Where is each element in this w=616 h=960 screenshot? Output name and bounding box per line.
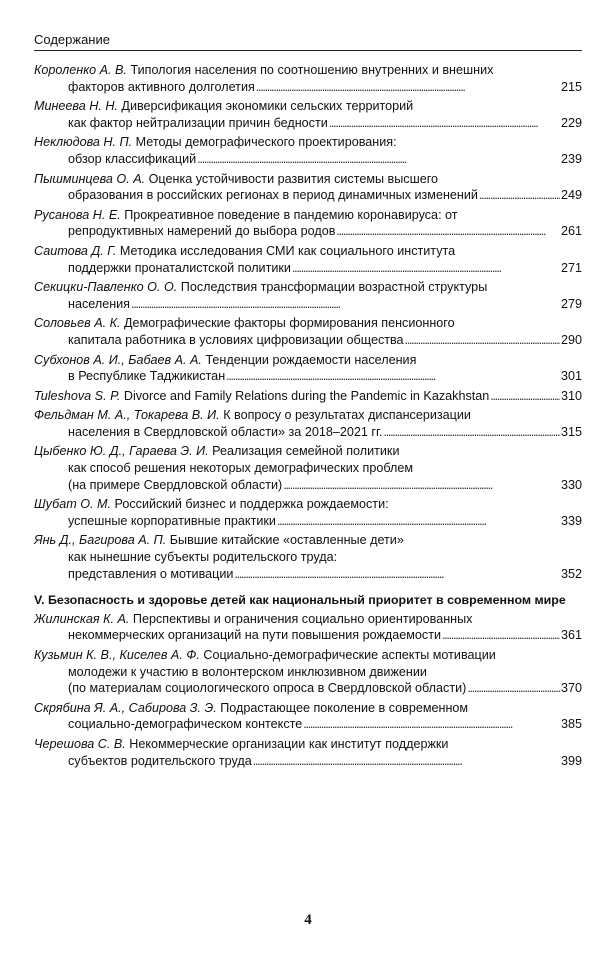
toc-title-line: факторов активного долголетия xyxy=(68,79,255,94)
leader-dots xyxy=(197,151,560,168)
toc-title-line: Методика исследования СМИ как социального института xyxy=(119,243,456,258)
header-divider xyxy=(34,50,582,51)
toc-entry[interactable] xyxy=(34,315,582,348)
toc-entry-last-line xyxy=(34,296,582,313)
toc-entry-last-line xyxy=(34,388,582,405)
toc-title-line: Перспективы и ограничения социально ориентированных xyxy=(132,611,473,626)
toc-page-number[interactable]: 239 xyxy=(560,151,582,166)
toc-entry-last-line xyxy=(34,260,582,277)
toc-title-line: (на примере Свердловской области) xyxy=(68,477,283,492)
toc-title-line: социально-демографическом контексте xyxy=(68,717,303,732)
toc-title-line: Тенденции рождаемости населения xyxy=(205,352,417,367)
toc-entry[interactable] xyxy=(34,611,582,644)
toc-entry-text xyxy=(68,566,233,583)
toc-entry-line xyxy=(34,532,582,549)
toc-page-number[interactable]: 370 xyxy=(560,681,582,696)
toc-page-number[interactable]: 361 xyxy=(560,628,582,643)
toc-title-line: образования в российских регионах в период динамичных изменений xyxy=(68,188,478,203)
toc-entry-last-line xyxy=(34,332,582,349)
toc-entry[interactable] xyxy=(34,647,582,697)
table-of-contents xyxy=(34,62,582,772)
toc-entry-line xyxy=(34,736,582,753)
toc-page-number[interactable]: 330 xyxy=(560,477,582,492)
leader-dots xyxy=(384,424,560,441)
toc-author: Скрябина Я. А., Сабирова З. Э. xyxy=(34,700,217,715)
toc-author: Tuleshova S. P. xyxy=(34,388,121,403)
toc-title-line: Методы демографического проектирования: xyxy=(135,135,397,150)
toc-entry-line xyxy=(34,315,582,332)
leader-dots xyxy=(442,627,560,644)
toc-author: Жилинская К. А. xyxy=(34,611,130,626)
toc-entry-line xyxy=(34,496,582,513)
toc-page-number[interactable]: 261 xyxy=(560,224,582,239)
toc-entry-last-line xyxy=(34,716,582,733)
toc-entry[interactable] xyxy=(34,171,582,204)
leader-dots xyxy=(405,332,560,349)
toc-entries-part1 xyxy=(34,62,582,582)
toc-entry-last-line xyxy=(34,680,582,697)
toc-entry[interactable] xyxy=(34,279,582,312)
toc-entry[interactable] xyxy=(34,700,582,733)
toc-entry-line xyxy=(34,700,582,717)
toc-author: Секицки-Павленко О. О. xyxy=(34,280,178,295)
toc-page-number[interactable]: 385 xyxy=(560,717,582,732)
leader-dots xyxy=(479,187,560,204)
page-number: 4 xyxy=(304,912,312,928)
toc-entry-text xyxy=(68,477,282,494)
toc-title-line: Подрастающее поколение в современном xyxy=(220,700,469,715)
toc-entry-text xyxy=(34,388,489,405)
toc-entry-line xyxy=(34,443,582,460)
toc-title-line: представления о мотивации xyxy=(68,566,234,581)
toc-author: Янь Д., Багирова А. П. xyxy=(34,533,167,548)
toc-entry-last-line xyxy=(34,627,582,644)
toc-entry-text xyxy=(68,260,291,277)
toc-entry-line xyxy=(34,207,582,224)
toc-title-line: Реализация семейной политики xyxy=(212,444,400,459)
toc-entry[interactable] xyxy=(34,407,582,440)
toc-author: Русанова Н. Е. xyxy=(34,207,121,222)
toc-title-line: субъектов родительского труда xyxy=(68,753,252,768)
toc-entry-text xyxy=(68,513,276,530)
leader-dots xyxy=(490,388,560,405)
toc-entry-line xyxy=(34,549,582,566)
leader-dots xyxy=(234,566,560,583)
toc-entry-line xyxy=(34,460,582,477)
toc-entry[interactable] xyxy=(34,736,582,769)
running-header: Содержание xyxy=(34,32,110,47)
toc-entry-line xyxy=(34,171,582,188)
toc-entry[interactable] xyxy=(34,443,582,493)
toc-page-number[interactable]: 399 xyxy=(560,753,582,768)
toc-title-line: молодежи к участию в волонтерском инклюзивном движении xyxy=(68,664,427,679)
toc-author: Минеева Н. Н. xyxy=(34,99,118,114)
toc-author: Фельдман М. А., Токарева В. И. xyxy=(34,408,220,423)
toc-page-number[interactable]: 215 xyxy=(560,79,582,94)
toc-author: Цыбенко Ю. Д., Гараева Э. И. xyxy=(34,444,209,459)
toc-entry[interactable] xyxy=(34,243,582,276)
toc-entry-text xyxy=(68,296,130,313)
toc-entry-last-line xyxy=(34,566,582,583)
toc-title-line: как нынешние субъекты родительского труда: xyxy=(68,550,338,565)
toc-page-number[interactable]: 279 xyxy=(560,296,582,311)
toc-title-line: Оценка устойчивости развития системы высшего xyxy=(148,171,439,186)
toc-page-number[interactable]: 290 xyxy=(560,332,582,347)
toc-page-number[interactable]: 339 xyxy=(560,513,582,528)
toc-entry-text xyxy=(68,115,328,132)
toc-page-number[interactable]: 229 xyxy=(560,115,582,130)
toc-entry-line xyxy=(34,243,582,260)
toc-title-line: Демографические факторы формирования пенсионного xyxy=(124,316,455,331)
toc-entry-last-line xyxy=(34,368,582,385)
toc-title-line: обзор классификаций xyxy=(68,151,197,166)
toc-title-line: как способ решения некоторых демографических проблем xyxy=(68,461,414,476)
toc-title-line: в Республике Таджикистан xyxy=(68,369,226,384)
toc-entry-last-line xyxy=(34,151,582,168)
toc-entry[interactable] xyxy=(34,388,582,405)
leader-dots xyxy=(131,296,560,313)
toc-entry-text xyxy=(68,424,383,441)
toc-title-line: Социально-демографические аспекты мотивации xyxy=(203,648,496,662)
toc-page-number[interactable]: 301 xyxy=(560,369,582,384)
toc-title-line: некоммерческих организаций на пути повышения рождаемости xyxy=(68,628,442,643)
toc-entry-line xyxy=(34,664,582,681)
toc-title-line: репродуктивных намерений до выбора родов xyxy=(68,224,336,239)
toc-entry-line xyxy=(34,407,582,424)
toc-title-line: Некоммерческие организации как институт поддержки xyxy=(129,736,449,751)
section-heading-v: V. Безопасность и здоровье детей как национальный приоритет в современном мире xyxy=(34,593,566,608)
toc-entry[interactable] xyxy=(34,352,582,385)
toc-title-line: Российский бизнес и поддержка рождаемости: xyxy=(114,497,389,512)
toc-author: Пышминцева О. А. xyxy=(34,171,146,186)
toc-title-line: К вопросу о результатах диспансеризации xyxy=(223,408,471,423)
toc-entry-text xyxy=(68,753,252,770)
toc-title-line: Диверсификация экономики сельских территорий xyxy=(121,99,414,114)
toc-entry-last-line xyxy=(34,424,582,441)
leader-dots xyxy=(283,477,560,494)
toc-entry[interactable] xyxy=(34,496,582,529)
toc-title-line: капитала работника в условиях цифровизации общества xyxy=(68,332,404,347)
toc-entry-line xyxy=(34,647,582,664)
toc-entry-text xyxy=(68,627,441,644)
toc-author: Субхонов А. И., Бабаев А. А. xyxy=(34,352,202,367)
toc-entry-line xyxy=(34,352,582,369)
toc-author: Короленко А. В. xyxy=(34,63,127,77)
toc-title-line: Бывшие китайские «оставленные дети» xyxy=(169,533,404,548)
toc-entry-last-line xyxy=(34,223,582,240)
leader-dots xyxy=(303,716,560,733)
toc-title-line: Прокреативное поведение в пандемию коронавируса: от xyxy=(124,207,458,222)
toc-page-number[interactable]: 315 xyxy=(560,424,582,439)
leader-dots xyxy=(329,115,560,132)
leader-dots xyxy=(336,223,560,240)
toc-author: Кузьмин К. В., Киселев А. Ф. xyxy=(34,648,200,662)
toc-entry-line xyxy=(34,611,582,628)
toc-entry-last-line xyxy=(34,513,582,530)
toc-entries-part2 xyxy=(34,611,582,769)
toc-title-line: населения xyxy=(68,296,131,311)
toc-entry[interactable] xyxy=(34,98,582,131)
toc-entry[interactable] xyxy=(34,207,582,240)
toc-entry-last-line xyxy=(34,115,582,132)
toc-entry-text xyxy=(68,79,255,96)
toc-entry[interactable] xyxy=(34,62,582,95)
toc-entry-last-line xyxy=(34,477,582,494)
leader-dots xyxy=(253,753,560,770)
toc-title-line: (по материалам социологического опроса в Свердловской области) xyxy=(68,681,467,696)
toc-entry[interactable] xyxy=(34,532,582,582)
toc-page-number[interactable]: 271 xyxy=(560,260,582,275)
toc-entry-text xyxy=(68,223,335,240)
toc-page-number[interactable]: 352 xyxy=(560,566,582,581)
toc-title-line: Типология населения по соотношению внутренних и внешних xyxy=(130,63,494,77)
toc-title-line: Divorce and Family Relations during the Pandemic in Kazakhstan xyxy=(123,388,490,403)
toc-title-line: как фактор нейтрализации причин бедности xyxy=(68,115,328,130)
leader-dots xyxy=(292,260,560,277)
leader-dots xyxy=(467,680,560,697)
toc-entry-last-line xyxy=(34,187,582,204)
toc-page-number[interactable]: 249 xyxy=(560,188,582,203)
leader-dots xyxy=(256,79,560,96)
toc-author: Неклюдова Н. П. xyxy=(34,135,133,150)
toc-entry-text xyxy=(68,716,302,733)
toc-entry-text xyxy=(68,151,196,168)
toc-entry-line xyxy=(34,279,582,296)
toc-title-line: населения в Свердловской области» за 2018–2021 гг. xyxy=(68,424,383,439)
leader-dots xyxy=(277,513,560,530)
toc-entry[interactable] xyxy=(34,134,582,167)
toc-entry-text xyxy=(68,187,478,204)
toc-author: Саитова Д. Г. xyxy=(34,243,117,258)
toc-entry-line xyxy=(34,134,582,151)
toc-page-number[interactable]: 310 xyxy=(560,388,582,403)
leader-dots xyxy=(226,368,560,385)
toc-title-line: успешные корпоративные практики xyxy=(68,513,276,528)
toc-title-line: поддержки пронаталистской политики xyxy=(68,260,291,275)
toc-entry-text xyxy=(68,368,225,385)
toc-entry-last-line xyxy=(34,79,582,96)
toc-title-line: Последствия трансформации возрастной структуры xyxy=(180,280,488,295)
toc-author: Шубат О. М. xyxy=(34,497,112,512)
toc-entry-text xyxy=(68,680,466,697)
toc-entry-line xyxy=(34,98,582,115)
toc-author: Черешова С. В. xyxy=(34,736,126,751)
toc-entry-line xyxy=(34,62,582,79)
toc-author: Соловьев А. К. xyxy=(34,316,121,331)
toc-entry-text xyxy=(68,332,404,349)
toc-entry-last-line xyxy=(34,753,582,770)
